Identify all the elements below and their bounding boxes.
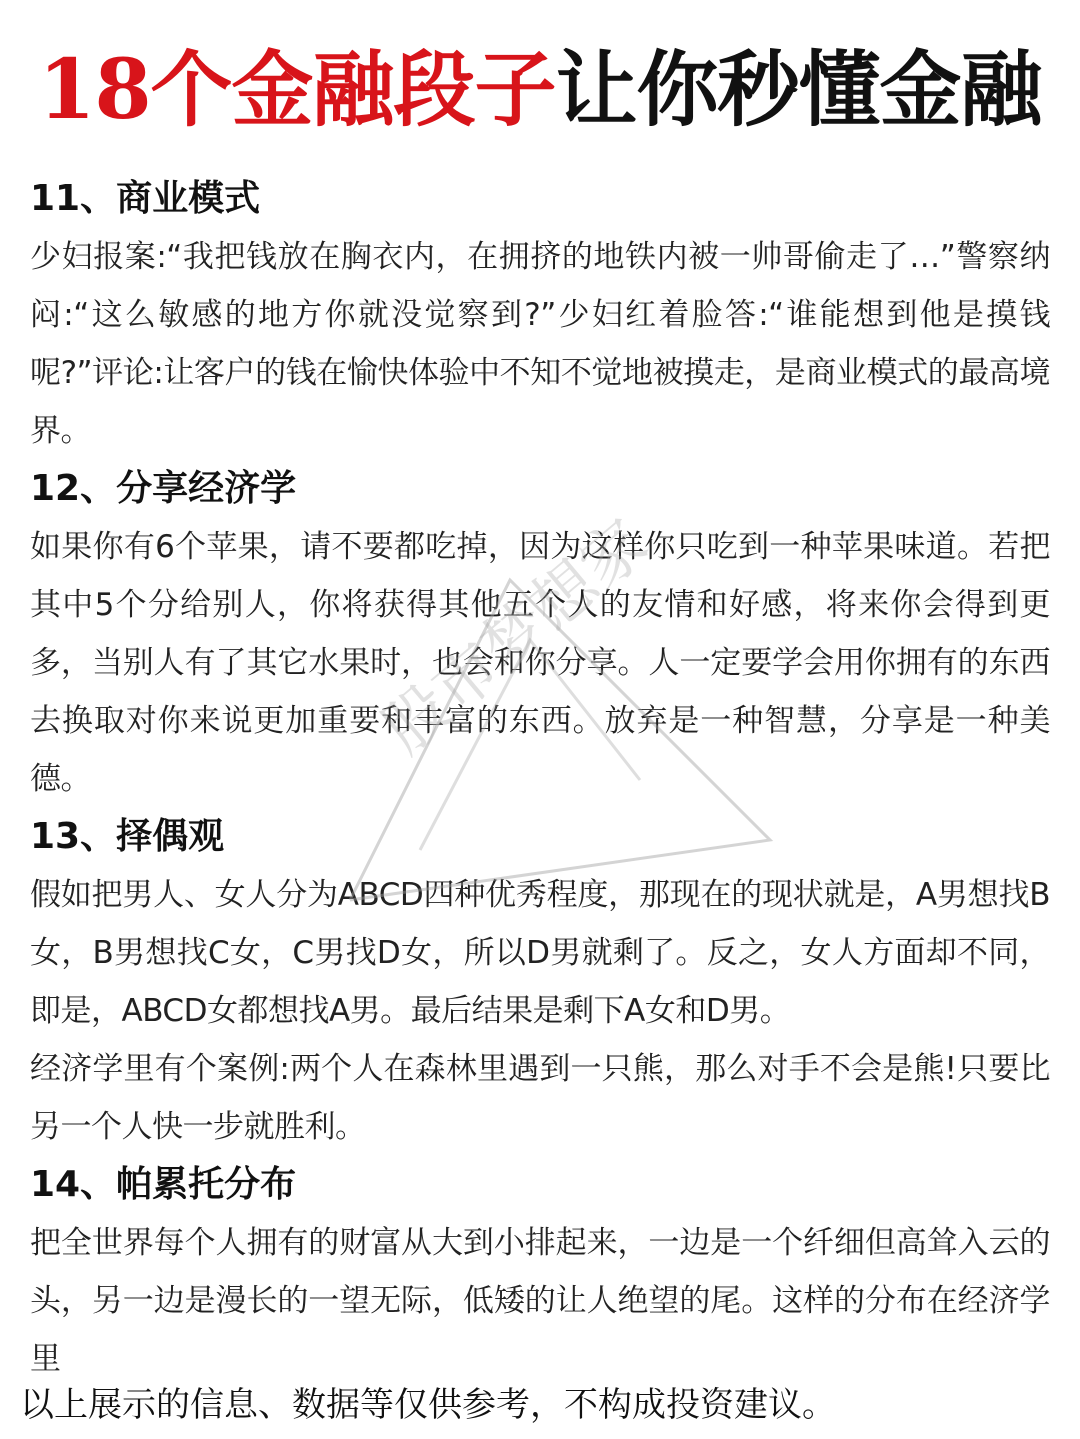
- section-paragraph: 假如把男人、女人分为ABCD四种优秀程度，那现在的现状就是，A男想找B女，B男想找C女，C男找D女，所以D男就剩了。反之，女人方面却不同，即是，ABCD女都想找A男。最后结果是剩下A女和D男。: [30, 877, 1050, 1029]
- page-title: [0, 40, 1080, 140]
- section-paragraph: 少妇报案:“我把钱放在胸衣内，在拥挤的地铁内被一帅哥偷走了…”警察纳闷:“这么敏感的地方你就没觉察到?”少妇红着脸答:“谁能想到他是摸钱呢?”评论:让客户的钱在愉快体验中不知不觉地被摸走，是商业模式的最高境界。: [30, 239, 1050, 449]
- section-heading: 12、分享经济学: [30, 468, 297, 509]
- section-paragraph: 把全世界每个人拥有的财富从大到小排起来，一边是一个纤细但高耸入云的头，另一边是漫长的一望无际，低矮的让人绝望的尾。这样的分布在经济学里: [30, 1225, 1050, 1377]
- title-black-part: 让你秒懂金融: [555, 42, 1042, 138]
- watermark-text: 股市梦想家: [369, 505, 663, 769]
- section-pareto-distribution: [30, 1156, 1050, 1388]
- section-mate-selection: [30, 808, 1050, 1156]
- section-business-model: [30, 170, 1050, 460]
- section-heading: 13、择偶观: [30, 816, 225, 857]
- section-paragraph: 如果你有6个苹果，请不要都吃掉，因为这样你只吃到一种苹果味道。若把其中5个分给别人，你将获得其他五个人的友情和好感，将来你会得到更多，当别人有了其它水果时，也会和你分享。人一定要学会用你拥有的东西去换取对你来说更加重要和丰富的东西。放弃是一种智慧，分享是一种美德。: [30, 529, 1050, 797]
- title-red-part: 18个金融段子: [38, 42, 556, 138]
- section-paragraph: 经济学里有个案例:两个人在森林里遇到一只熊，那么对手不会是熊!只要比另一个人快一步就胜利。: [30, 1051, 1050, 1145]
- section-heading: 11、商业模式: [30, 178, 261, 219]
- disclaimer: 以上展示的信息、数据等仅供参考，不构成投资建议。: [20, 1380, 1060, 1430]
- section-sharing-economics: [30, 460, 1050, 808]
- article-content: [30, 170, 1050, 1388]
- section-heading: 14、帕累托分布: [30, 1164, 297, 1205]
